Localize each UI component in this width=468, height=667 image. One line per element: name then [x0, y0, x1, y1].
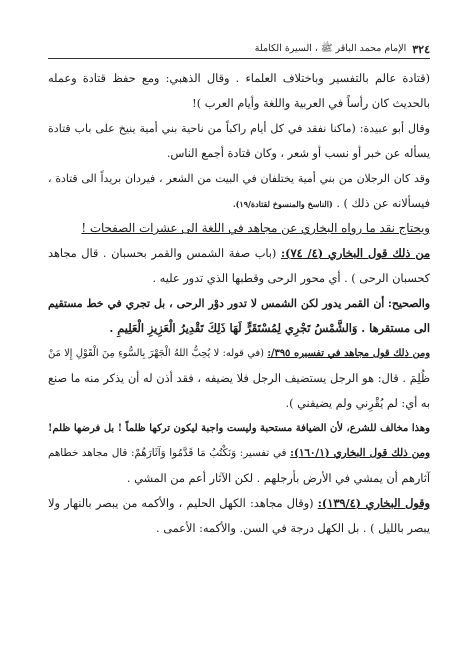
source-ref: ومن ذلك قول البخاري (١٦٠/١):: [290, 447, 430, 459]
text-line: [48, 241, 430, 266]
running-title: الإمام محمد الباقر ﷺ ، السيرة الكاملة: [254, 43, 407, 54]
line-text: في تفسير: وَنَكْتُبُ مَا قَدَّمُوا وَآثَارَهُمْ: قال مجاهد خطاهم: [48, 447, 287, 459]
text-line: (قتادة عالم بالتفسير وباختلاف العلماء . وقال الذهبي: ومع حفظ قتادة وعمله: [48, 72, 430, 85]
text-line: [48, 441, 430, 466]
heading-line: ويحتاج نقد ما رواه البخاري عن مجاهد في اللغة الى عشرات الصفحات !: [81, 221, 430, 235]
label-correct: والصحيح:: [387, 297, 430, 310]
text-line: وقال أبو عبيدة: (ماكنا نفقد في كل أيام راكباً من ناحية بني أمية ينيخ على باب قتادة: [48, 122, 430, 135]
text-line: [48, 341, 430, 366]
text-line: [48, 491, 430, 516]
text-line: كحسبان الرحى ) . أي محور الرحى وقطبها الذي تدور عليه .: [152, 272, 430, 285]
text-line: [48, 291, 430, 316]
text-line: وقد كان الرجلان من بني أمية يختلفان في البيت من الشعر ، فيردان بريداً الى قتادة ،: [48, 172, 430, 185]
line-text: أن القمر يدور لكن الشمس لا تدور دوْر الرحى ، بل تجري في خط مستقيم: [48, 297, 385, 310]
page-number: ٣٢٤: [412, 42, 430, 56]
text-line: يسأله عن خبر أو نسب أو شعر ، وكان قتادة أجمع الناس.: [166, 147, 430, 160]
line-text: (في قوله: لا يُحِبُّ اللهُ الْجَهْرَ بِالسُّوءِ مِنَ الْقَوْلِ إِلا مَنْ: [48, 348, 264, 359]
line-text: فيسألانه عن ذلك ) .: [336, 197, 430, 210]
text-line: ظُلِمَ . قال: هو الرجل يستضيف الرجل فلا يضيفه ، فقد أذن له أن يذكر منه ما صنع: [48, 372, 430, 385]
line-text: (باب صفة الشمس والقمر بحسبان . قال مجاهد: [48, 247, 277, 260]
line-text: (وقال مجاهد: الكهل الحليم ، والأكمه من يبصر بالنهار ولا: [48, 497, 314, 510]
text-line: به أي: لم يُقْرِني ولم يضيفني ).: [285, 397, 430, 410]
text-line: [48, 191, 430, 216]
source-ref: من ذلك قول البخاري (٤/ ٧٤):: [280, 246, 430, 260]
text-line: آثارهم أن يمشي في الأرض بأرجلهم . لكن الآثار أعم من المشي .: [126, 472, 430, 485]
source-ref: ومن ذلك قول مجاهد في تفسيره ٣٩٥/:: [267, 348, 430, 359]
text-line: الى مستقرها . وَالشَّمْسُ تَجْرِي لِمُسْتَقَرٍّ لَهَا ذَلِكَ تَقْدِيرُ الْعَزِيزِ الْعَلِيمِ .: [109, 321, 430, 335]
citation: (الناسخ والمنسوخ لقتادة/١٩).: [232, 199, 333, 209]
text-line: يبصر بالليل ) . بل الكهل درجة في السن. والأكمه: الأعمى .: [156, 522, 430, 535]
text-line: وهذا مخالف للشرع، لأن الضيافة مستحبة وليست واجبة ليكون تركها ظلماً ! بل فرضها ظلم!: [48, 423, 430, 434]
page-header: [48, 42, 430, 56]
source-ref: وقول البخاري (١٣٩/٤):: [317, 496, 431, 510]
header-rule: [48, 58, 430, 59]
page-body: [48, 66, 430, 541]
text-line: بالحديث كان رأساً في العربية واللغة وأيام العرب )!: [192, 97, 430, 110]
